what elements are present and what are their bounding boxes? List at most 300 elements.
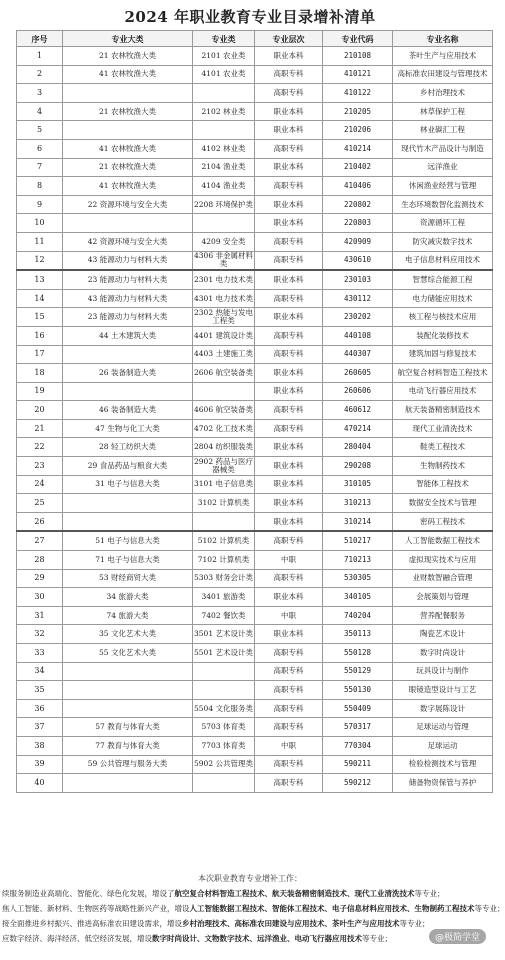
cell-code: 220803	[323, 214, 393, 233]
summary-bold-text: 航空复合材料智造工程技术、航天装备精密制造技术、现代工业清洗技术	[174, 889, 415, 898]
cell-code: 350113	[323, 625, 393, 644]
cell-class: 3401 旅游类	[193, 588, 255, 607]
cell-level: 职业本科	[255, 438, 323, 457]
cell-class: 4702 化工技术类	[193, 419, 255, 438]
cell-level: 高职专科	[255, 419, 323, 438]
cell-code: 310213	[323, 494, 393, 513]
cell-no: 31	[17, 606, 63, 625]
cell-no: 32	[17, 625, 63, 644]
cell-class: 4209 安全类	[193, 232, 255, 251]
cell-no: 3	[17, 84, 63, 103]
cell-level: 高职专科	[255, 177, 323, 196]
cell-code: 530305	[323, 569, 393, 588]
summary-text: 焦人工智能、新材料、生物医药等战略性新兴产业，增设	[2, 904, 190, 913]
cell-major	[63, 121, 193, 140]
cell-name: 玩具设计与制作	[393, 662, 493, 681]
cell-code: 460612	[323, 401, 393, 420]
cell-name: 建筑加固与修复技术	[393, 345, 493, 364]
cell-class: 7402 餐饮类	[193, 606, 255, 625]
cell-name: 电动飞行器应用技术	[393, 382, 493, 401]
cell-major	[63, 345, 193, 364]
cell-class: 2102 林业类	[193, 102, 255, 121]
cell-class: 2301 电力技术类	[193, 270, 255, 289]
table-body	[17, 47, 493, 793]
cell-no: 8	[17, 177, 63, 196]
cell-no: 16	[17, 326, 63, 345]
cell-level: 职业本科	[255, 457, 323, 476]
cell-name: 智慧综合能源工程	[393, 270, 493, 289]
cell-major: 23 能源动力与材料大类	[63, 270, 193, 289]
cell-class: 4306 非金属材料类	[194, 251, 253, 269]
cell-major: 55 文化艺术大类	[63, 644, 193, 663]
table-row	[17, 270, 493, 289]
header-major: 专业大类	[63, 31, 193, 47]
table-row	[17, 47, 493, 66]
cell-code: 310105	[323, 475, 393, 494]
cell-major	[63, 681, 193, 700]
table-row	[17, 232, 493, 251]
cell-code: 550409	[323, 699, 393, 718]
table-row	[17, 308, 493, 327]
cell-no: 19	[17, 382, 63, 401]
cell-name: 营养配餐服务	[393, 606, 493, 625]
cell-code: 590212	[323, 774, 393, 793]
cell-no: 1	[17, 47, 63, 66]
cell-code: 550128	[323, 644, 393, 663]
cell-level: 中职	[255, 606, 323, 625]
cell-code: 430610	[323, 251, 393, 270]
cell-code: 410406	[323, 177, 393, 196]
table-row	[17, 251, 493, 270]
cell-class: 4102 林业类	[193, 139, 255, 158]
table-row	[17, 699, 493, 718]
table-row	[17, 158, 493, 177]
cell-level: 高职专科	[255, 251, 323, 270]
cell-name: 林业碳汇工程	[393, 121, 493, 140]
cell-no: 35	[17, 681, 63, 700]
table-row	[17, 214, 493, 233]
cell-level: 职业本科	[255, 47, 323, 66]
cell-code: 410121	[323, 65, 393, 84]
table-row	[17, 195, 493, 214]
cell-level: 高职专科	[255, 65, 323, 84]
cell-class	[193, 774, 255, 793]
cell-no: 18	[17, 364, 63, 383]
cell-major	[63, 494, 193, 513]
cell-no: 26	[17, 512, 63, 531]
cell-level: 职业本科	[255, 195, 323, 214]
cell-code: 280404	[323, 438, 393, 457]
cell-no: 13	[17, 270, 63, 289]
cell-no: 7	[17, 158, 63, 177]
cell-name: 业财数智融合管理	[393, 569, 493, 588]
table-row	[17, 326, 493, 345]
summary-text: 接全面推进乡村振兴、推进高标准农田建设需求，增设	[2, 919, 182, 928]
summary-text: 续服务制造业高端化、智能化、绿色化发展，增设了	[2, 889, 175, 898]
cell-level: 高职专科	[255, 681, 323, 700]
cell-name: 现代工业清洗技术	[393, 419, 493, 438]
summary-line	[2, 889, 496, 898]
cell-level: 高职专科	[255, 531, 323, 550]
table-row	[17, 588, 493, 607]
cell-class: 5902 公共管理类	[193, 755, 255, 774]
cell-name: 航天装备精密制造技术	[393, 401, 493, 420]
cell-code: 260605	[323, 364, 393, 383]
cell-name: 休闲渔业经营与管理	[393, 177, 493, 196]
cell-no: 30	[17, 588, 63, 607]
table-row	[17, 681, 493, 700]
cell-level: 职业本科	[255, 475, 323, 494]
cell-class: 2902 药品与医疗器械类	[194, 456, 253, 474]
cell-level: 高职专科	[255, 755, 323, 774]
cell-code: 770304	[323, 736, 393, 755]
cell-name: 高标准农田建设与管理技术	[393, 65, 493, 84]
cell-level: 职业本科	[255, 158, 323, 177]
table-header-row	[17, 31, 493, 47]
cell-no: 27	[17, 531, 63, 550]
cell-major: 51 电子与信息大类	[63, 531, 193, 550]
cell-major	[63, 214, 193, 233]
cell-name: 乡村治理技术	[393, 84, 493, 103]
cell-class: 4101 农业类	[193, 65, 255, 84]
cell-no: 20	[17, 401, 63, 420]
cell-level: 职业本科	[255, 308, 323, 327]
cell-major: 21 农林牧渔大类	[63, 47, 193, 66]
cell-code: 210402	[323, 158, 393, 177]
cell-level: 中职	[255, 736, 323, 755]
cell-major	[63, 84, 193, 103]
header-no: 序号	[17, 31, 63, 47]
cell-class	[193, 121, 255, 140]
watermark: @极简学堂	[429, 929, 486, 944]
cell-level: 职业本科	[255, 270, 323, 289]
cell-major: 28 轻工纺织大类	[63, 438, 193, 457]
cell-code: 410122	[323, 84, 393, 103]
cell-major: 22 资源环境与安全大类	[63, 195, 193, 214]
cell-no: 40	[17, 774, 63, 793]
cell-code: 590211	[323, 755, 393, 774]
cell-level: 高职专科	[255, 699, 323, 718]
cell-class: 4403 土建施工类	[193, 345, 255, 364]
cell-name: 核工程与核技术应用	[393, 308, 493, 327]
summary-text: 等专业；	[399, 919, 430, 928]
table-row	[17, 139, 493, 158]
cell-class: 3102 计算机类	[193, 494, 255, 513]
cell-level: 高职专科	[255, 401, 323, 420]
cell-no: 5	[17, 121, 63, 140]
cell-class: 2302 热能与发电工程类	[194, 308, 253, 326]
cell-major: 21 农林牧渔大类	[63, 102, 193, 121]
cell-level: 高职专科	[255, 644, 323, 663]
cell-name: 数字展陈设计	[393, 699, 493, 718]
cell-major: 43 能源动力与材料大类	[63, 251, 193, 270]
cell-code: 510217	[323, 531, 393, 550]
table-row	[17, 177, 493, 196]
cell-level: 高职专科	[255, 139, 323, 158]
cell-code: 440108	[323, 326, 393, 345]
cell-major: 41 农林牧渔大类	[63, 65, 193, 84]
cell-code: 440307	[323, 345, 393, 364]
table-row	[17, 644, 493, 663]
cell-no: 25	[17, 494, 63, 513]
cell-level: 中职	[255, 551, 323, 570]
summary-bold-text: 人工智能数据工程技术、智能体工程技术、电子信息材料应用技术、生物制药工程技术	[189, 904, 475, 913]
cell-major: 31 电子与信息大类	[63, 475, 193, 494]
cell-no: 37	[17, 718, 63, 737]
cell-name: 林草保护工程	[393, 102, 493, 121]
cell-major: 42 资源环境与安全大类	[63, 232, 193, 251]
cell-level: 高职专科	[255, 569, 323, 588]
cell-major: 21 农林牧渔大类	[63, 158, 193, 177]
cell-level: 高职专科	[255, 289, 323, 308]
cell-name: 密码工程技术	[393, 512, 493, 531]
cell-major	[63, 382, 193, 401]
cell-code: 420909	[323, 232, 393, 251]
cell-class: 5102 计算机类	[193, 531, 255, 550]
cell-code: 740204	[323, 606, 393, 625]
cell-code: 550130	[323, 681, 393, 700]
table-row	[17, 755, 493, 774]
cell-no: 4	[17, 102, 63, 121]
cell-no: 12	[17, 251, 63, 270]
cell-no: 15	[17, 308, 63, 327]
catalog-table	[16, 30, 493, 793]
cell-major: 44 土木建筑大类	[63, 326, 193, 345]
cell-name: 电力储能应用技术	[393, 289, 493, 308]
cell-name: 航空复合材料智造工程技术	[393, 364, 493, 383]
cell-level: 高职专科	[255, 232, 323, 251]
table-row	[17, 289, 493, 308]
cell-class: 4606 航空装备类	[193, 401, 255, 420]
cell-code: 550129	[323, 662, 393, 681]
cell-level: 高职专科	[255, 326, 323, 345]
cell-major: 41 农林牧渔大类	[63, 139, 193, 158]
cell-no: 34	[17, 662, 63, 681]
summary-text: 等专业；	[414, 889, 445, 898]
table-row	[17, 401, 493, 420]
cell-no: 23	[17, 457, 63, 476]
cell-no: 21	[17, 419, 63, 438]
cell-code: 210206	[323, 121, 393, 140]
cell-name: 鞋类工程技术	[393, 438, 493, 457]
table-row	[17, 121, 493, 140]
summary-line	[2, 919, 496, 928]
cell-no: 11	[17, 232, 63, 251]
cell-name: 电子信息材料应用技术	[393, 251, 493, 270]
cell-level: 职业本科	[255, 625, 323, 644]
table-row	[17, 475, 493, 494]
cell-class: 2804 纺织服装类	[193, 438, 255, 457]
cell-level: 高职专科	[255, 345, 323, 364]
cell-name: 足球运动	[393, 736, 493, 755]
cell-class: 2606 航空装备类	[193, 364, 255, 383]
cell-level: 职业本科	[255, 588, 323, 607]
summary-text: 等专业；	[474, 904, 505, 913]
summary-line	[2, 904, 505, 913]
summary-text: 应数字经济、海洋经济、低空经济发展，增设	[2, 934, 152, 943]
table-row	[17, 736, 493, 755]
cell-code: 290208	[323, 457, 393, 476]
cell-class: 4401 建筑设计类	[193, 326, 255, 345]
table-row	[17, 531, 493, 550]
cell-class: 5703 体育类	[193, 718, 255, 737]
cell-no: 14	[17, 289, 63, 308]
header-class: 专业类	[193, 31, 255, 47]
cell-level: 高职专科	[255, 84, 323, 103]
cell-name: 人工智能数据工程技术	[393, 531, 493, 550]
cell-name: 足球运动与管理	[393, 718, 493, 737]
cell-no: 9	[17, 195, 63, 214]
cell-code: 570317	[323, 718, 393, 737]
cell-code: 210108	[323, 47, 393, 66]
cell-code: 710213	[323, 551, 393, 570]
cell-class: 5303 财务会计类	[193, 569, 255, 588]
cell-code: 220802	[323, 195, 393, 214]
cell-code: 230202	[323, 308, 393, 327]
cell-name: 防灾减灾数字技术	[393, 232, 493, 251]
table-row	[17, 662, 493, 681]
cell-name: 数据安全技术与管理	[393, 494, 493, 513]
summary-text: 等专业；	[362, 934, 392, 943]
cell-level: 职业本科	[255, 382, 323, 401]
cell-no: 38	[17, 736, 63, 755]
cell-code: 410214	[323, 139, 393, 158]
cell-no: 6	[17, 139, 63, 158]
cell-name: 虚拟现实技术与应用	[393, 551, 493, 570]
cell-no: 17	[17, 345, 63, 364]
table-row	[17, 569, 493, 588]
cell-no: 33	[17, 644, 63, 663]
cell-no: 24	[17, 475, 63, 494]
cell-level: 职业本科	[255, 512, 323, 531]
cell-name: 装配化装修技术	[393, 326, 493, 345]
cell-level: 高职专科	[255, 718, 323, 737]
cell-class: 2104 渔业类	[193, 158, 255, 177]
cell-name: 眼镜造型设计与工艺	[393, 681, 493, 700]
cell-code: 260606	[323, 382, 393, 401]
table-row	[17, 364, 493, 383]
cell-name: 现代竹木产品设计与制造	[393, 139, 493, 158]
cell-major: 47 生物与化工大类	[63, 419, 193, 438]
cell-major	[63, 512, 193, 531]
cell-level: 职业本科	[255, 102, 323, 121]
cell-class: 4104 渔业类	[193, 177, 255, 196]
cell-name: 陶瓷艺术设计	[393, 625, 493, 644]
table-row	[17, 345, 493, 364]
cell-code: 340105	[323, 588, 393, 607]
cell-major: 46 装备制造大类	[63, 401, 193, 420]
cell-class: 2208 环境保护类	[193, 195, 255, 214]
cell-level: 职业本科	[255, 214, 323, 233]
cell-major: 53 财经商贸大类	[63, 569, 193, 588]
cell-level: 高职专科	[255, 774, 323, 793]
cell-class: 5504 文化服务类	[193, 699, 255, 718]
page-title: 2024 年职业教育专业目录增补清单	[124, 8, 376, 26]
cell-major: 26 装备制造大类	[63, 364, 193, 383]
cell-class: 7703 体育类	[193, 736, 255, 755]
cell-major: 43 能源动力与材料大类	[63, 289, 193, 308]
cell-class: 3501 艺术设计类	[193, 625, 255, 644]
table-row	[17, 457, 493, 476]
table-row	[17, 84, 493, 103]
cell-no: 2	[17, 65, 63, 84]
cell-level: 高职专科	[255, 662, 323, 681]
cell-major: 59 公共管理与服务大类	[63, 755, 193, 774]
cell-major: 34 旅游大类	[63, 588, 193, 607]
cell-class	[193, 84, 255, 103]
header-level: 专业层次	[255, 31, 323, 47]
table-row	[17, 382, 493, 401]
table-row	[17, 65, 493, 84]
cell-code: 310214	[323, 512, 393, 531]
cell-level: 职业本科	[255, 121, 323, 140]
table-row	[17, 512, 493, 531]
cell-class: 4301 电力技术类	[193, 289, 255, 308]
cell-code: 230103	[323, 270, 393, 289]
header-name: 专业名称	[393, 31, 493, 47]
table-row	[17, 438, 493, 457]
cell-class	[193, 681, 255, 700]
cell-level: 职业本科	[255, 494, 323, 513]
summary-heading: 本次职业教育专业增补工作：	[198, 874, 302, 883]
cell-code: 470214	[323, 419, 393, 438]
cell-no: 39	[17, 755, 63, 774]
cell-class	[193, 662, 255, 681]
table-row	[17, 102, 493, 121]
cell-code: 210205	[323, 102, 393, 121]
cell-major: 35 文化艺术大类	[63, 625, 193, 644]
cell-major	[63, 662, 193, 681]
table-row	[17, 625, 493, 644]
table-row	[17, 606, 493, 625]
cell-class: 3101 电子信息类	[193, 475, 255, 494]
cell-no: 28	[17, 551, 63, 570]
cell-major: 71 电子与信息大类	[63, 551, 193, 570]
table-row	[17, 774, 493, 793]
table-row	[17, 494, 493, 513]
table-row	[17, 551, 493, 570]
cell-class: 7102 计算机类	[193, 551, 255, 570]
cell-major	[63, 774, 193, 793]
cell-name: 储备物资保管与养护	[393, 774, 493, 793]
cell-major: 41 农林牧渔大类	[63, 177, 193, 196]
cell-no: 36	[17, 699, 63, 718]
cell-name: 生物制药技术	[393, 457, 493, 476]
cell-class: 5501 艺术设计类	[193, 644, 255, 663]
table-row	[17, 718, 493, 737]
cell-name: 资源循环工程	[393, 214, 493, 233]
cell-no: 22	[17, 438, 63, 457]
cell-major: 77 教育与体育大类	[63, 736, 193, 755]
cell-class	[193, 512, 255, 531]
cell-name: 生态环境数智化监测技术	[393, 195, 493, 214]
cell-name: 智能体工程技术	[393, 475, 493, 494]
cell-major: 23 能源动力与材料大类	[63, 308, 193, 327]
cell-name: 茶叶生产与应用技术	[393, 47, 493, 66]
summary-line	[2, 934, 496, 943]
header-code: 专业代码	[323, 31, 393, 47]
cell-no: 29	[17, 569, 63, 588]
cell-name: 远洋渔业	[393, 158, 493, 177]
cell-major	[63, 699, 193, 718]
table-row	[17, 419, 493, 438]
summary-bold-text: 乡村治理技术、高标准农田建设与应用技术、茶叶生产与应用技术	[182, 919, 400, 928]
cell-code: 430112	[323, 289, 393, 308]
cell-name: 会展策划与管理	[393, 588, 493, 607]
cell-level: 职业本科	[255, 364, 323, 383]
cell-major: 74 旅游大类	[63, 606, 193, 625]
cell-major: 29 食品药品与粮食大类	[63, 457, 193, 476]
